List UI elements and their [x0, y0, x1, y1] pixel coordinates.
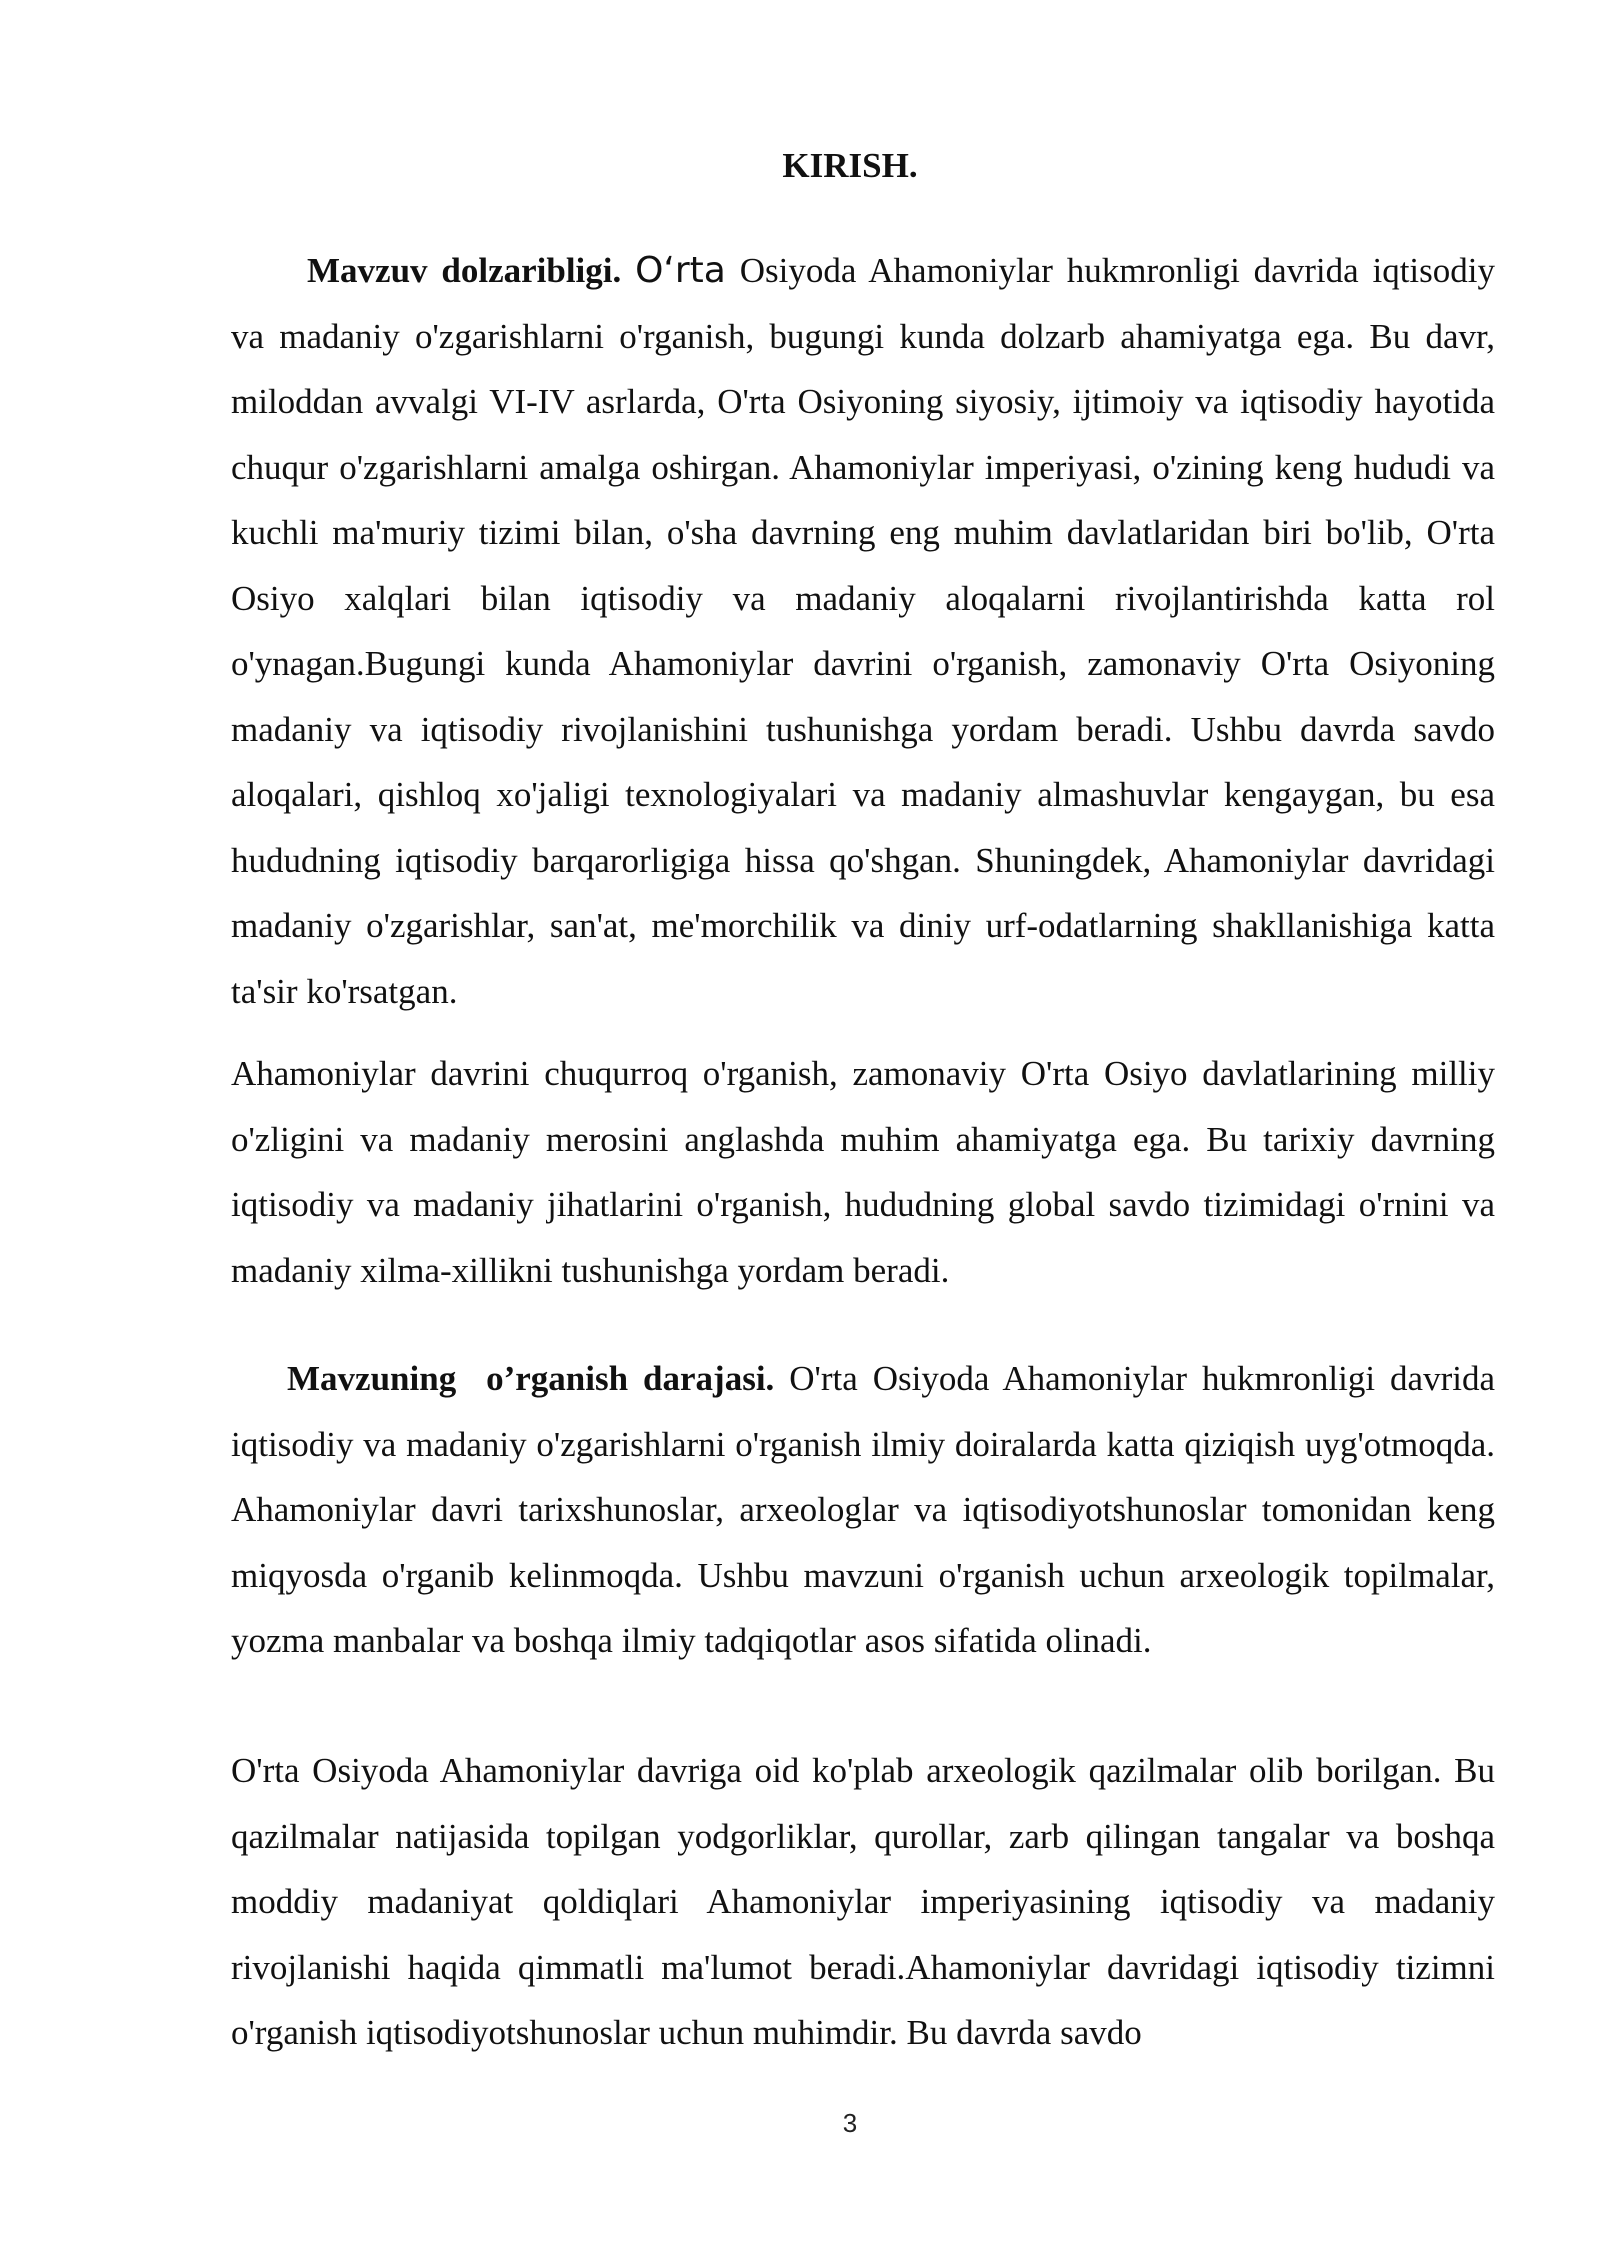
relevance-paragraph-continued: Ahamoniylar davrini chuqurroq o'rganish, zamonaviy O'rta Osiyo davlatlarining milliy o'zligini va madaniy merosini anglashda muhim ahamiyatga ega. Bu tarixiy davrning iqtisodiy va madaniy jihatlarini o'rganish, hududning global savdo tizimidagi o'rnini va madaniy xilma-xillikni tushunishga yordam beradi. — [231, 1054, 1495, 1290]
relevance-first-word: O‘rta — [635, 250, 726, 291]
study-level-paragraph-continued: O'rta Osiyoda Ahamoniylar davriga oid ko'plab arxeologik qazilmalar olib borilgan. Bu qazilmalar natijasida topilgan yodgorliklar, qurollar, zarb qilingan tangalar va boshqa moddiy madaniyat qoldiqlari Ahamoniylar imperiyasining iqtisodiy va madaniy rivojlanishi haqida qimmatli ma'lumot beradi.Ahamoniylar davridagi iqtisodiy tizimni o'rganish iqtisodiyotshunoslar uchun muhimdir. Bu davrda savdo — [231, 1751, 1495, 2052]
relevance-body: Osiyoda Ahamoniylar hukmronligi davrida iqtisodiy va madaniy o'zgarishlarni o'rganish, bugungi kunda dolzarb ahamiyatga ega. Bu davr, miloddan avvalgi VI-IV asrlarda, O'rta Osiyoning siyosiy, ijtimoiy va iqtisodiy hayotida chuqur o'zgarishlarni amalga oshirgan. Ahamoniylar imperiyasi, o'zining keng hududi va kuchli ma'muriy tizimi bilan, o'sha davrning eng muhim davlatlaridan biri bo'lib, O'rta Osiyo xalqlari bilan iqtisodiy va madaniy aloqalarni rivojlantirishda katta rol o'ynagan.Bugungi kunda Ahamoniylar davrini o'rganish, zamonaviy O'rta Osiyoning madaniy va iqtisodiy rivojlanishini tushunishga yordam beradi. Ushbu davrda savdo aloqalari, qishloq xo'jaligi texnologiyalari va madaniy almashuvlar kengaygan, bu esa hududning iqtisodiy barqarorligiga hissa qo'shgan. Shuningdek, Ahamoniylar davridagi madaniy o'zgarishlar, san'at, me'morchilik va diniy urf-odatlarning shakllanishiga katta ta'sir ko'rsatgan. — [231, 251, 1495, 1011]
page-heading: KIRISH. — [782, 146, 918, 185]
relevance-paragraph — [231, 238, 1495, 1024]
page-number: 3 — [842, 2108, 858, 2138]
study-level-body: O'rta Osiyoda Ahamoniylar hukmronligi davrida iqtisodiy va madaniy o'zgarishlarni o'rganish ilmiy doiralarda katta qiziqish uyg'otmoqda. Ahamoniylar davri tarixshunoslar, arxeologlar va iqtisodiyotshunoslar tomonidan keng miqyosda o'rganib kelinmoqda. Ushbu mavzuni o'rganish uchun arxeologik topilmalar, yozma manbalar va boshqa ilmiy tadqiqotlar asos sifatida olinadi. — [231, 1359, 1495, 1660]
relevance-title: Mavzuv dolzaribligi. — [307, 251, 622, 290]
study-level-title: Mavzuning o’rganish darajasi. — [287, 1359, 775, 1398]
study-level-paragraph — [231, 1346, 1495, 1674]
